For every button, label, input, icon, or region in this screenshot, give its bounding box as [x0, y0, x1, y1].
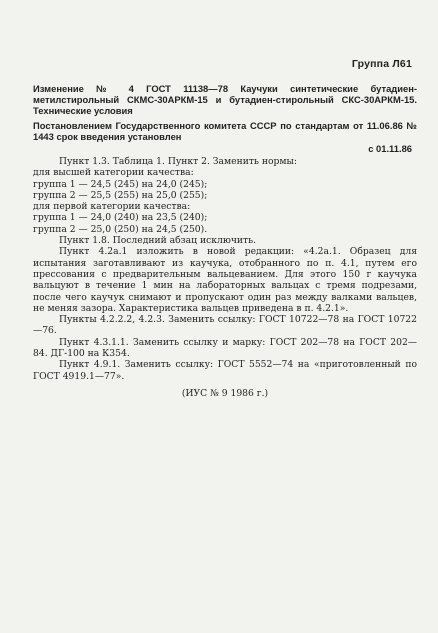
body-line: Пункт 1.8. Последний абзац исключить.	[59, 235, 257, 247]
approval-statement: Постановлением Государственного комитета СССР по стандартам от 11.06.86 № 1443 срок введения установлен	[33, 120, 417, 143]
paragraph-4-3-1-1: Пункт 4.3.1.1. Заменить ссылку и марку: ГОСТ 202—78 на ГОСТ 202—84. ДГ-100 на К354.	[33, 336, 417, 360]
body-line: для первой категории качества:	[33, 201, 191, 213]
paragraph-4-2-2-2: Пункты 4.2.2.2, 4.2.3. Заменить ссылку: ГОСТ 10722—78 на ГОСТ 10722—76.	[33, 314, 417, 337]
document-body	[33, 156, 417, 399]
paragraph-4-2a1: Пункт 4.2а.1 изложить в новой редакции: «4.2а.1. Образец для испытания заготавливают из каучука, отобранного по п. 4.1, путем его прессования с предварительным вальцеванием. Для этого 150 г каучука вальцуют в течение 1 мин на лабораторных вальцах с тремя подрезами, после чего каучук снимают и пропускают один раз между валками вальцев, не меняя зазора. Характеристика вальцев приведена в п. 4.2.1».	[33, 246, 417, 314]
body-line: группа 2 — 25,5 (255) на 25,0 (255);	[33, 189, 208, 201]
paragraph-4-9-1: Пункт 4.9.1. Заменить ссылку: ГОСТ 5552—74 на «приготовленный по ГОСТ 4919.1—77».	[33, 359, 417, 382]
amendment-title: Изменение № 4 ГОСТ 11138—78 Каучуки синтетические бутадиен-метилстирольный СКМС-30АРКМ-15 и бутадиен-стирольный СКС-30АРКМ-15. Технические условия	[33, 83, 417, 117]
body-line: Пункт 1.3. Таблица 1. Пункт 2. Заменить нормы:	[59, 156, 297, 167]
source-reference: (ИУС № 9 1986 г.)	[181, 387, 269, 399]
body-line: группа 2 — 25,0 (250) на 24,5 (250).	[33, 223, 208, 235]
body-line: для высшей категории качества:	[33, 167, 194, 179]
group-label: Группа Л61	[351, 58, 412, 70]
body-line: группа 1 — 24,5 (245) на 24,0 (245);	[33, 178, 208, 190]
effective-date: с 01.11.86	[368, 143, 412, 154]
body-line: группа 1 — 24,0 (240) на 23,5 (240);	[33, 212, 208, 224]
